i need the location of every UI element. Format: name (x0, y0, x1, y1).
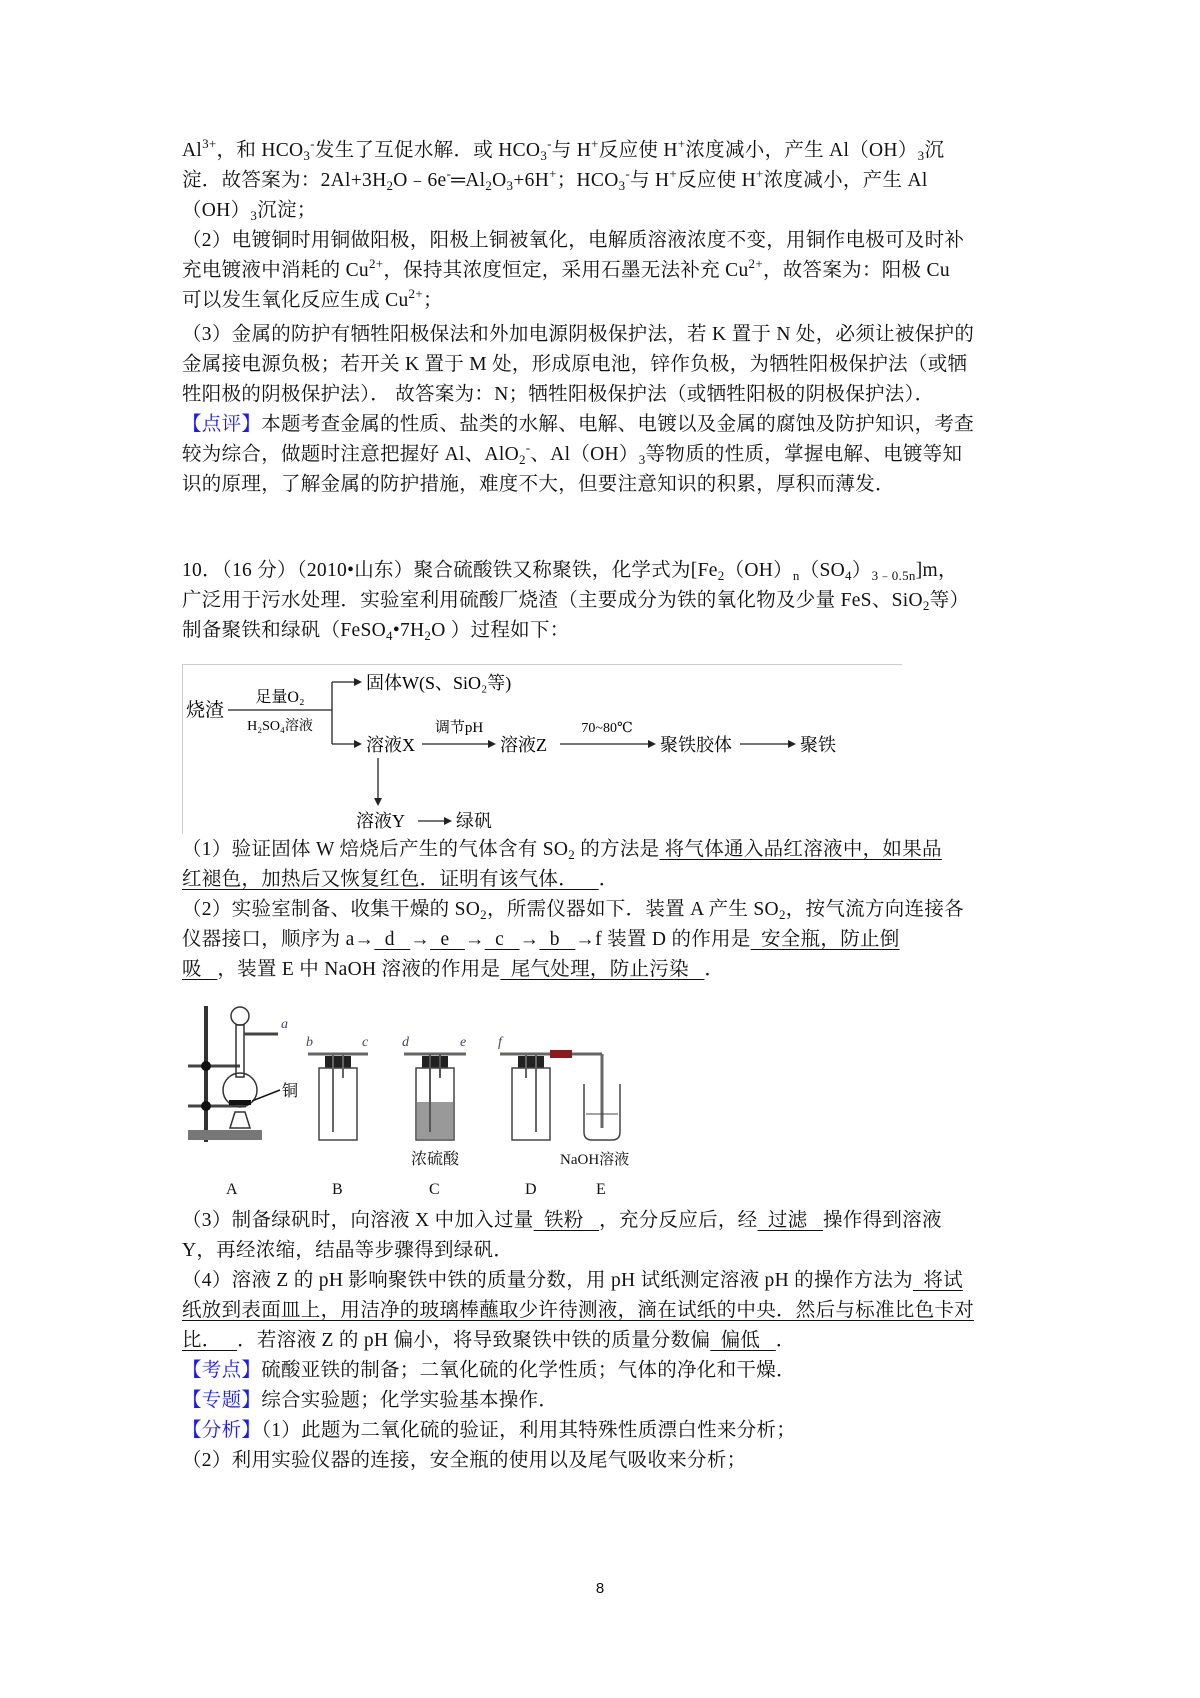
text: O (492, 170, 507, 191)
answer-blank: 将气体通入品红溶液中，如果品 (659, 839, 942, 860)
arrowhead (648, 740, 656, 748)
bottle (512, 1068, 550, 1140)
text: ） (851, 560, 872, 581)
sub: 3 (917, 148, 925, 163)
text-line (182, 470, 895, 500)
text: 的方法是 (575, 839, 660, 860)
text: 广泛用于污水处理．实验室利用硫酸厂烧渣（主要成分为铁的氧化物及少量 FeS、SiO (182, 590, 923, 611)
text-line (182, 226, 964, 256)
text: ，保持其浓度恒定，采用石墨无法补充 Cu (383, 260, 749, 281)
answer-blank: 铁粉 (533, 1210, 600, 1231)
answer-blank: 安全瓶，防止倒 (750, 929, 900, 950)
answer-blank: 红褪色，加热后又恢复红色．证明有该气体． (182, 869, 599, 890)
text: 发生了互促水解．或 HCO (314, 140, 541, 161)
comment-tag: 【点评】 (182, 414, 262, 435)
apparatus-a (188, 1006, 298, 1142)
sub: 2 (480, 907, 487, 922)
text-line (182, 895, 964, 925)
text: 等） (929, 590, 970, 611)
port-label: f (498, 1035, 502, 1050)
text-line (182, 865, 619, 895)
reagent-top: 足量O₂ (255, 689, 305, 706)
sup: 3+ (202, 136, 217, 151)
text: 充电镀液中消耗的 Cu (182, 260, 369, 281)
arrowhead (354, 740, 362, 748)
text: → (464, 929, 485, 950)
text: →f 装置 D 的作用是 (575, 929, 751, 950)
text: ，装置 E 中 NaOH 溶液的作用是 (217, 959, 501, 980)
text: ═Al (451, 170, 486, 191)
text-line (182, 196, 317, 226)
sup: + (669, 166, 678, 181)
text: （SO (799, 560, 846, 581)
text: （1）此题为二氧化硫的验证，利用其特殊性质漂白性来分析； (261, 1420, 797, 1441)
text: ]m， (915, 560, 958, 581)
page-number: 8 (595, 1580, 605, 1597)
text-line (182, 440, 962, 470)
text: （1）验证固体 W 焙烧后产生的气体含有 SO (182, 839, 569, 860)
apparatus-figure (182, 1002, 702, 1148)
acid-liquid (417, 1102, 453, 1139)
text: 识的原理，了解金属的防护措施，难度不大，但要注意知识的积累，厚积而薄发． (182, 474, 895, 495)
text-line (182, 350, 967, 380)
text-line (182, 166, 928, 196)
sub: 2 (778, 907, 786, 922)
sub: 3 (540, 148, 548, 163)
apparatus-label: D (525, 1181, 537, 1198)
text: ，充分反应后，经 (599, 1210, 758, 1231)
text-line (182, 1236, 513, 1266)
sub: 3 (506, 178, 514, 193)
answer-blank: d (374, 929, 411, 950)
text: Y，再经浓缩，结晶等步骤得到绿矾． (182, 1240, 514, 1261)
text: → (410, 929, 431, 950)
naoh-label: NaOH溶液 (560, 1152, 630, 1168)
text-line (182, 925, 900, 955)
text: 牲阳极的阴极保护法）． 故答案为：N；牺牲阳极保护法（或牺牲阳极的阴极保护法）． (182, 384, 935, 405)
sup: 2+ (368, 256, 384, 271)
solution-y-node: 溶液Y (356, 811, 405, 831)
arrowhead (488, 740, 496, 748)
text: 仪器接口，顺序为 a→ (182, 929, 375, 950)
answer-blank: 过滤 (757, 1210, 823, 1231)
apparatus-label: E (596, 1181, 606, 1198)
text-line (182, 586, 969, 616)
text: +6H (513, 170, 550, 191)
solution-z-node: 溶液Z (500, 735, 547, 755)
text: （2）实验室制备、收集干燥的 SO (182, 899, 481, 920)
text: ；HCO (556, 170, 619, 191)
text-line (182, 1326, 796, 1356)
sup: + (549, 166, 557, 181)
answer-blank: b (539, 929, 576, 950)
sup: - (525, 440, 531, 455)
text: ，故答案为：阳极 Cu (762, 260, 950, 281)
sub: 4 (845, 568, 852, 583)
ring-joint (201, 1101, 211, 1111)
text: （2）电镀铜时用铜做阳极，阳极上铜被氧化，电解质溶液浓度不变，用铜作电极可及时补 (182, 230, 965, 251)
text-line (182, 1386, 558, 1416)
key-point-tag: 【考点】 (182, 1360, 262, 1381)
text: 可以发生氧化反应生成 Cu (182, 290, 409, 311)
conc-acid-label: 浓硫酸 (411, 1151, 460, 1168)
sup: 2+ (748, 256, 763, 271)
text: 浓度减小，产生 Al (763, 170, 928, 191)
arrowhead (788, 740, 796, 748)
port-label: a (281, 1017, 288, 1032)
text-line (182, 955, 724, 985)
text: O ）过程如下： (431, 620, 570, 641)
text: （3）制备绿矾时，向溶液 X 中加入过量 (182, 1210, 534, 1231)
stopper (518, 1056, 544, 1068)
answer-blank: c (484, 929, 520, 950)
flask-neck (236, 1025, 244, 1077)
text: 反应使 H (598, 140, 678, 161)
start-node: 烧渣 (186, 700, 225, 721)
text: 操作得到溶液 (822, 1210, 942, 1231)
apparatus-label: B (332, 1181, 343, 1198)
port-label: b (306, 1035, 313, 1050)
text: 金属接电源负极；若开关 K 置于 M 处，形成原电池，锌作负极，为牺牲阳极保护法（或牺 (182, 354, 968, 375)
text-line (182, 286, 443, 316)
sup: 2+ (408, 286, 423, 301)
sub: 2 (424, 628, 432, 643)
text: 与 H (630, 170, 670, 191)
step-adjust-ph: 调节pH (434, 720, 484, 736)
sup: + (591, 136, 599, 151)
text: 综合实验题；化学实验基本操作． (261, 1390, 559, 1411)
copper-label: 铜 (282, 1083, 299, 1100)
sup: - (625, 166, 631, 181)
text: Al (182, 140, 203, 161)
apparatus-d (498, 1035, 602, 1140)
sub: 3 (638, 452, 646, 467)
text: ． (598, 869, 619, 890)
sub: n (792, 568, 800, 583)
sub: 3 (303, 148, 311, 163)
apparatus-b (306, 1035, 369, 1140)
answer-blank: 吸 (182, 959, 218, 980)
sub: 3﹣0.5n (871, 568, 916, 583)
text: 10．（16 分）（2010•山东）聚合硫酸铁又称聚铁，化学式为[Fe (182, 560, 718, 581)
sub: 4 (386, 628, 393, 643)
text: 制备聚铁和绿矾（FeSO (182, 620, 387, 641)
text-line (182, 1206, 942, 1236)
sub: 2 (717, 568, 725, 583)
sub: 2 (922, 598, 930, 613)
text: 较为综合，做题时注意把握好 Al、AlO (182, 444, 519, 465)
text-line (182, 380, 934, 410)
text-line (182, 1356, 796, 1386)
text: （OH） (182, 200, 251, 221)
sup: + (677, 136, 686, 151)
sup: + (756, 166, 764, 181)
sub: 3 (618, 178, 626, 193)
apparatus-label: C (429, 1181, 440, 1198)
question-title (182, 556, 958, 586)
topic-tag: 【专题】 (182, 1390, 262, 1411)
text-line (182, 835, 942, 865)
sub: 2 (485, 178, 493, 193)
sub: 2 (518, 452, 526, 467)
answer-blank: 偏低 (710, 1330, 776, 1351)
stopper (325, 1056, 351, 1068)
bottle (319, 1068, 357, 1140)
text: （OH） (724, 560, 793, 581)
answer-blank: 尾气处理，防止污染 (500, 959, 705, 980)
vitriol-node: 绿矾 (456, 811, 492, 831)
text: 与 H (551, 140, 592, 161)
text: 淀．故答案为：2Al+3H (182, 170, 387, 191)
copper-piece (229, 1100, 251, 1105)
answer-blank: e (430, 929, 465, 950)
text-line (182, 1446, 746, 1476)
solid-w-node: 固体W(S、SiO₂等) (366, 673, 512, 693)
text-line (182, 1416, 796, 1446)
text: 浓度减小，产生 Al（OH） (685, 140, 918, 161)
sub: 2 (568, 847, 576, 862)
clamp-joint (201, 1061, 211, 1071)
text: 反应使 H (677, 170, 757, 191)
text-line (182, 136, 944, 166)
burner (230, 1112, 250, 1128)
text: 沉 (924, 140, 945, 161)
text: •7H (392, 620, 425, 641)
process-flowchart (182, 664, 902, 834)
sub: 2 (386, 178, 394, 193)
arrowhead (374, 798, 382, 806)
text-line (182, 1296, 974, 1326)
stand-rod (204, 1006, 208, 1142)
colloid-node: 聚铁胶体 (660, 735, 732, 755)
sup: - (446, 166, 452, 181)
text: → (519, 929, 540, 950)
arrowhead (444, 817, 452, 825)
port-label: d (402, 1035, 409, 1050)
text: O﹣6e (393, 170, 447, 191)
solution-x-node: 溶液X (366, 735, 415, 755)
text: 沉淀； (257, 200, 317, 221)
port-label: c (362, 1035, 369, 1050)
text-line (182, 320, 974, 350)
apparatus-c (402, 1035, 466, 1140)
funnel (231, 1007, 249, 1025)
text: ，按气流方向连接各 (785, 899, 964, 920)
text: （4）溶液 Z 的 pH 影响聚铁中铁的质量分数，用 pH 试纸测定溶液 pH 的操作方法为 (182, 1270, 913, 1291)
text-line (182, 1266, 963, 1296)
stopper (422, 1056, 448, 1068)
text: （3）金属的防护有牺牲阳极保法和外加电源阴极保护法，若 K 置于 N 处，必须让被保护的 (182, 324, 975, 345)
text: （2）利用实验仪器的连接，安全瓶的使用以及尾气吸收来分析； (182, 1450, 747, 1471)
text: ．若溶液 Z 的 pH 偏小，将导致聚铁中铁的质量分数偏 (237, 1330, 711, 1351)
apparatus-label: A (226, 1181, 238, 1198)
text: ； (422, 290, 443, 311)
text: 硫酸亚铁的制备；二氧化硫的化学性质；气体的净化和干燥． (261, 1360, 796, 1381)
analysis-tag: 【分析】 (182, 1420, 262, 1441)
text-line (182, 410, 974, 440)
answer-blank: 将试 (912, 1270, 963, 1291)
text: ，所需仪器如下．装置 A 产生 SO (486, 899, 779, 920)
text-line (182, 256, 950, 286)
text: ． (704, 959, 725, 980)
text: 等物质的性质，掌握电解、电镀等知 (645, 444, 963, 465)
text: 、Al（OH） (530, 444, 639, 465)
arrowhead (354, 678, 362, 686)
sub: 3 (250, 208, 258, 223)
stand-base (188, 1130, 262, 1140)
sup: - (310, 136, 315, 151)
answer-blank: 比． (182, 1330, 238, 1351)
text-line (182, 616, 570, 646)
rubber-tube (550, 1050, 572, 1058)
reagent-bottom: H₂SO₄溶液 (247, 719, 313, 734)
text: 本题考查金属的性质、盐类的水解、电解、电镀以及金属的腐蚀及防护知识，考查 (261, 414, 975, 435)
text: ，和 HCO (216, 140, 304, 161)
temperature-label: 70~80℃ (581, 721, 633, 736)
answer-blank: 纸放到表面皿上，用洁净的玻璃棒蘸取少许待测液，滴在试纸的中央．然后与标准比色卡对 (182, 1300, 975, 1321)
product-node: 聚铁 (800, 735, 836, 755)
port-label: e (460, 1035, 467, 1050)
text: ． (775, 1330, 796, 1351)
sup: - (547, 136, 552, 151)
